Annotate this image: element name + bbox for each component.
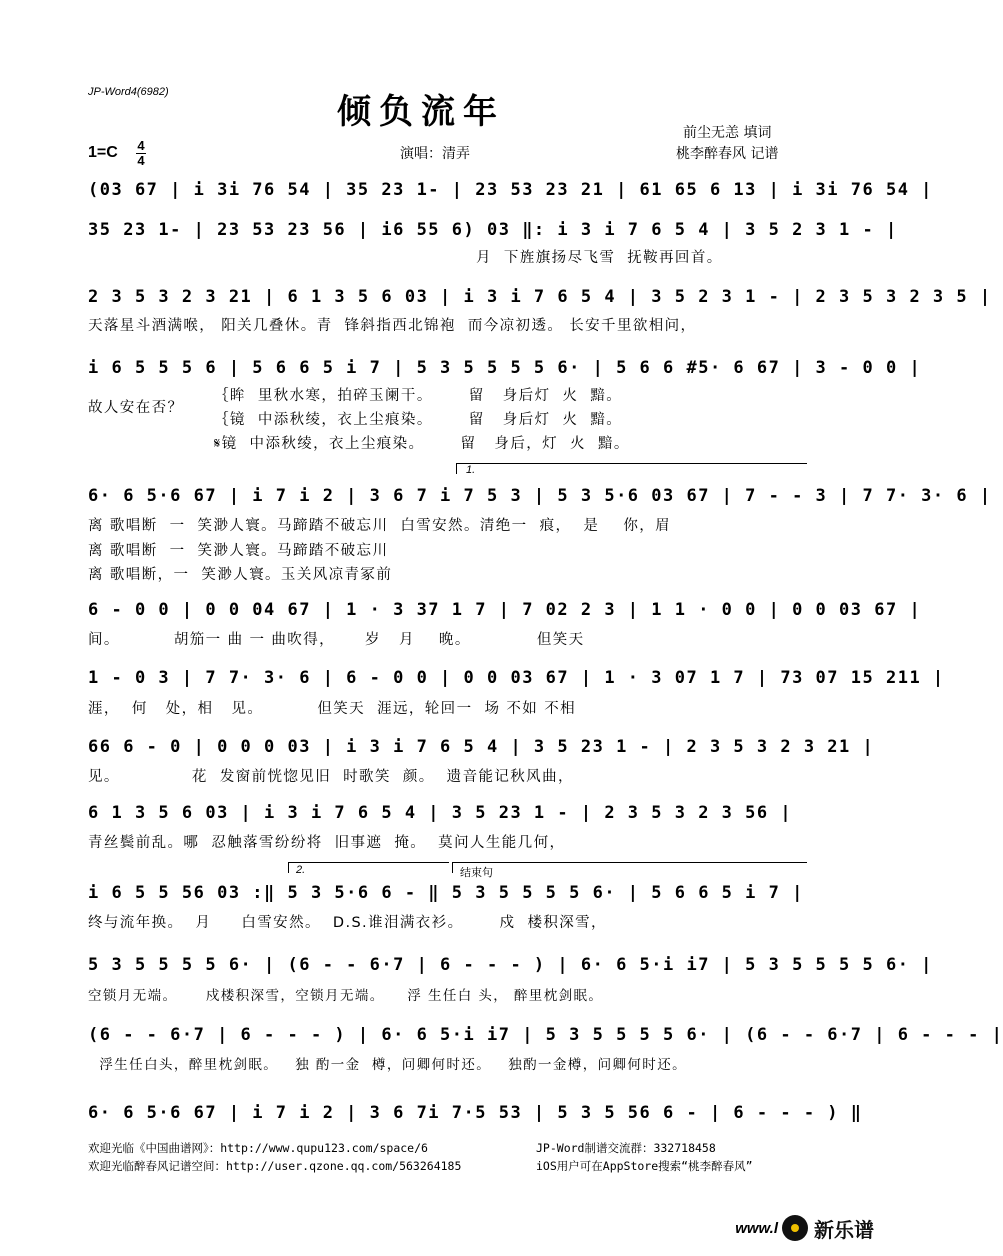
watermark-logo bbox=[735, 1210, 874, 1246]
lyric-line-5a: 离 歌唱断 一 笑渺人寰。马蹄踏不破忘川 白雪安然。清绝一 痕， 是 你，眉 bbox=[88, 518, 672, 534]
lyric-line-2: 月 下旌旗扬尽飞雪 抚鞍再回首。 bbox=[476, 250, 723, 266]
staff-line-11: 5 3 5 5 5 5 6· | (6 - - 6·7 | 6 - - - ) | 6· 6 5·i i7 | 5 3 5 5 5 5 6· | bbox=[88, 955, 933, 975]
lyricist-credit: 前尘无恙 填词 bbox=[683, 125, 772, 141]
song-title: 倾负流年 bbox=[337, 92, 505, 132]
record-disc-icon bbox=[782, 1215, 808, 1241]
ending-1-bracket bbox=[456, 463, 807, 474]
version-tag: JP-Word4(6982) bbox=[88, 86, 169, 98]
lyric-line-12: 浮生任白头，醉里枕剑眠。 独 酌一金 樽，问卿何时还。 独酌一金樽，问卿何时还。 bbox=[88, 1057, 688, 1073]
coda-label: 结束句 bbox=[460, 867, 493, 879]
lyric-line-6: 间。 胡笳一 曲 一 曲吹得， 岁 月 晚。 但笑天 bbox=[88, 632, 585, 648]
staff-line-7: 1 - 0 3 | 7 7· 3· 6 | 6 - 0 0 | 0 0 03 67 | 1 · 3 07 1 7 | 73 07 15 211 | bbox=[88, 668, 945, 688]
lyric-line-4c: 𝄋镜 中添秋绫，衣上尘痕染。 留 身后，灯 火 黯。 bbox=[214, 436, 630, 452]
ending-2-bracket bbox=[288, 862, 449, 873]
watermark-brand-name: 新乐谱 bbox=[814, 1217, 874, 1242]
staff-line-12: (6 - - 6·7 | 6 - - - ) | 6· 6 5·i i7 | 5 3 5 5 5 5 6· | (6 - - 6·7 | 6 - - - | bbox=[88, 1025, 1003, 1045]
staff-line-9: 6 1 3 5 6 03 | i 3 i 7 6 5 4 | 3 5 23 1 - | 2 3 5 3 2 3 56 | bbox=[88, 803, 793, 823]
footer-site-link[interactable]: 欢迎光临《中国曲谱网》：http://www.qupu123.com/space/6 bbox=[88, 1141, 428, 1155]
footer-space-link[interactable]: 欢迎光临醉春风记谱空间：http://user.qzone.qq.com/563264185 bbox=[88, 1159, 462, 1173]
transcriber-credit: 桃李醉春风 记谱 bbox=[676, 146, 779, 162]
staff-line-13: 6· 6 5·6 67 | i 7 i 2 | 3 6 7i 7·5 53 | 5 3 5 56 6 - | 6 - - - ) ‖ bbox=[88, 1103, 863, 1123]
staff-line-8: 66 6 - 0 | 0 0 0 03 | i 3 i 7 6 5 4 | 3 5 23 1 - | 2 3 5 3 2 3 21 | bbox=[88, 737, 875, 757]
key-signature: 1=C bbox=[88, 144, 118, 161]
coda-bracket bbox=[452, 862, 807, 873]
staff-line-10: i 6 5 5 56 03 :‖ 5 3 5·6 6 - ‖ 5 3 5 5 5 5 6· | 5 6 6 5 i 7 | bbox=[88, 883, 804, 903]
lyric-line-5c: 离 歌唱断，一 笑渺人寰。玉关风凉青冢前 bbox=[88, 567, 393, 583]
lyric-line-9: 青丝鬓前乱。哪 忍触落雪纷纷将 旧事遮 掩。 莫问人生能几何， bbox=[88, 835, 566, 851]
watermark-url: www.l bbox=[735, 1219, 778, 1237]
staff-line-4: i 6 5 5 5 6 | 5 6 6 5 i 7 | 5 3 5 5 5 5 6· | 5 6 6 #5· 6 67 | 3 - 0 0 | bbox=[88, 358, 922, 378]
lyric-line-7: 涯， 何 处，相 见。 但笑天 涯远，轮回一 场 不如 不相 bbox=[88, 701, 577, 717]
lyric-line-5b: 离 歌唱断 一 笑渺人寰。马蹄踏不破忘川 bbox=[88, 543, 389, 559]
ending-1-label: 1. bbox=[466, 464, 476, 476]
staff-line-2: 35 23 1- | 23 53 23 56 | i6 55 6) 03 ‖: i 3 i 7 6 5 4 | 3 5 2 3 1 - | bbox=[88, 220, 898, 240]
lyric-line-3: 天落星斗酒满喉， 阳关几叠休。青 锋斜指西北锦袍 而今凉初透。 长安千里欲相问， bbox=[88, 318, 697, 334]
lyric-line-4b: ｛镜 中添秋绫，衣上尘痕染。 留 身后灯 火 黯。 bbox=[214, 412, 623, 428]
lyric-line-4a: ｛眸 里秋水寒，拍碎玉阑干。 留 身后灯 火 黯。 bbox=[214, 388, 623, 404]
lyric-line-10: 终与流年换。 月 白雪安然。 D.S.谁泪满衣衫。 戍 楼积深雪， bbox=[88, 915, 607, 931]
time-signature: 4 4 bbox=[137, 138, 145, 168]
staff-line-6: 6 - 0 0 | 0 0 04 67 | 1 · 3 37 1 7 | 7 02 2 3 | 1 1 · 0 0 | 0 0 03 67 | bbox=[88, 600, 922, 620]
footer-ios-info: iOS用户可在AppStore搜索“桃李醉春风” bbox=[536, 1159, 753, 1173]
ending-2-label: 2. bbox=[296, 864, 306, 876]
staff-line-1: (03 67 | i 3i 76 54 | 35 23 1- | 23 53 23 21 | 61 65 6 13 | i 3i 76 54 | bbox=[88, 180, 933, 200]
footer-group-info: JP-Word制谱交流群：332718458 bbox=[536, 1141, 716, 1155]
staff-line-5: 6· 6 5·6 67 | i 7 i 2 | 3 6 7 i 7 5 3 | 5 3 5·6 03 67 | 7 - - 3 | 7 7· 3· 6 | bbox=[88, 486, 992, 506]
singer-credit: 演唱：清弄 bbox=[400, 146, 470, 162]
lyric-line-8: 见。 花 发窗前恍惚见旧 时歌笑 颜。 遗音能记秋风曲， bbox=[88, 769, 574, 785]
lyric-line-4-left: 故人安在否？ bbox=[88, 400, 184, 416]
staff-line-3: 2 3 5 3 2 3 21 | 6 1 3 5 6 03 | i 3 i 7 6 5 4 | 3 5 2 3 1 - | 2 3 5 3 2 3 5 | bbox=[88, 287, 992, 307]
lyric-line-11: 空锁月无端。 戍楼积深雪，空锁月无端。 浮 生任白 头， 醉里枕剑眠。 bbox=[88, 988, 604, 1004]
